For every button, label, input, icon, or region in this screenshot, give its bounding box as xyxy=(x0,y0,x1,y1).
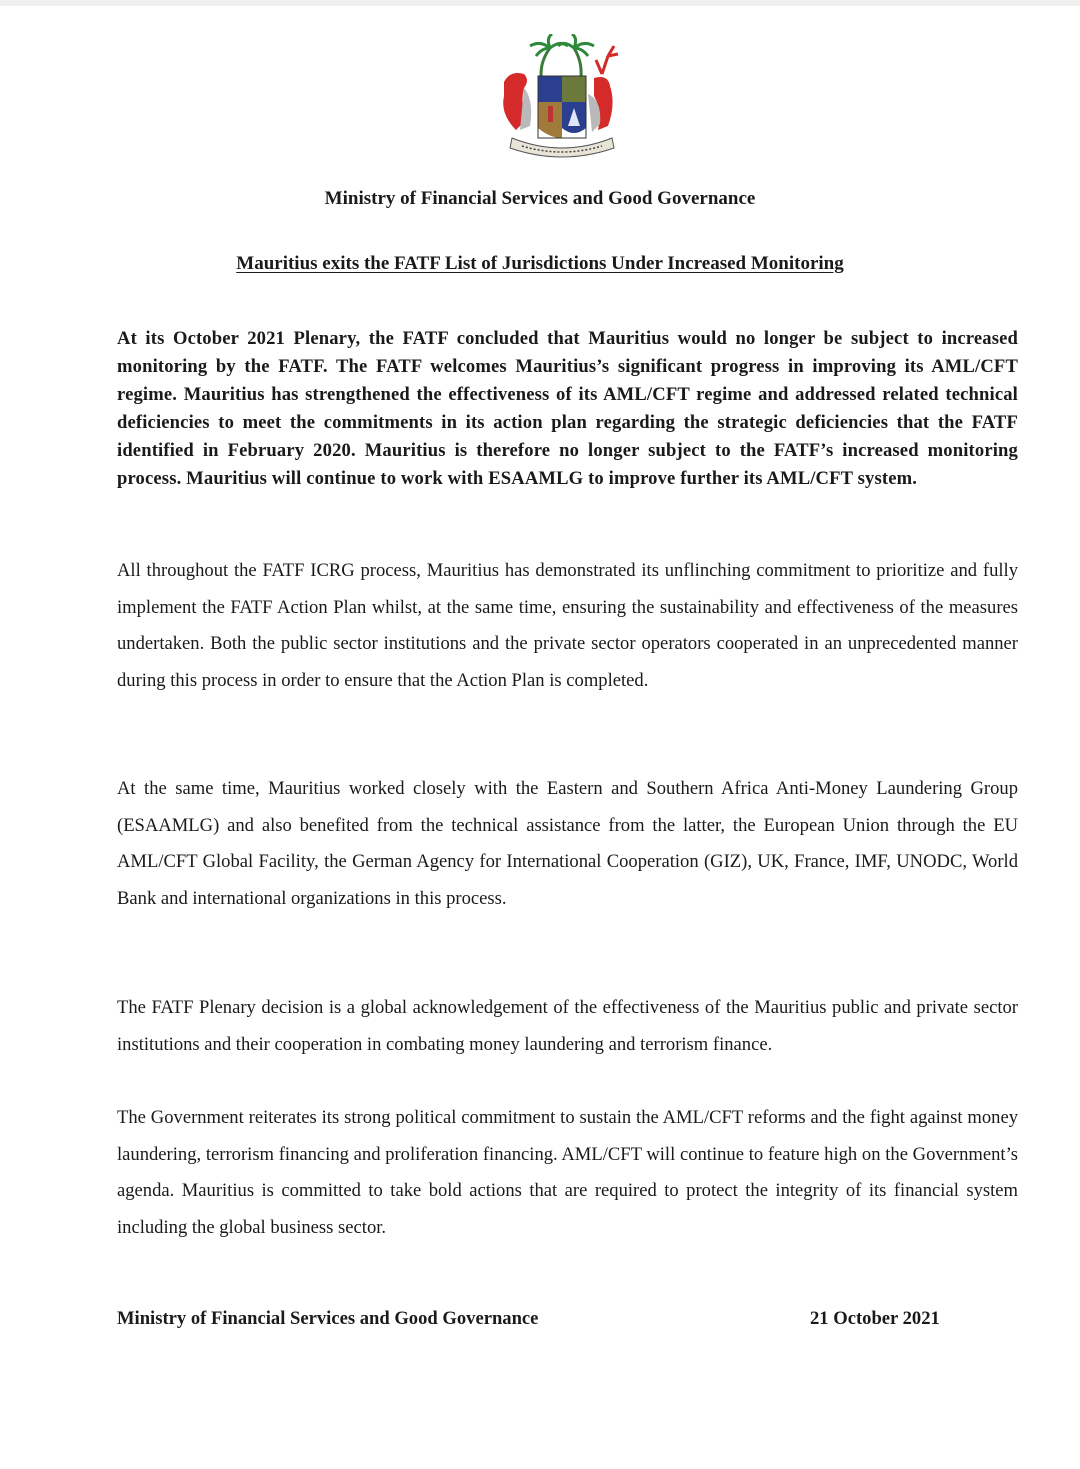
document-title: Mauritius exits the FATF List of Jurisdictions Under Increased Monitoring xyxy=(236,253,844,274)
paragraph-plenary-decision: The FATF Plenary decision is a global acknowledgement of the effectiveness of the Mauritius public and private sector institutions and their cooperation in combating money laundering and terrorism finance. xyxy=(117,997,1018,1055)
top-strip xyxy=(0,0,1080,6)
paragraph-intro: At its October 2021 Plenary, the FATF concluded that Mauritius would no longer be subject to increased monitoring by the FATF. The FATF welcomes Mauritius’s significant progress in improving its AML/CFT regime. Mauritius has strengthened the effectiveness of its AML/CFT regime and addressed related technical deficiencies to meet the commitments in its action plan regarding the strategic deficiencies that the FATF identified in February 2020. Mauritius is therefore no longer subject to the FATF’s increased monitoring process. Mauritius will continue to work with ESAAMLG to improve further its AML/CFT system. xyxy=(117,328,1018,489)
paragraph-icrg-process: All throughout the FATF ICRG process, Mauritius has demonstrated its unflinching commitment to prioritize and fully implement the FATF Action Plan whilst, at the same time, ensuring the sustainability and effectiveness of the measures undertaken. Both the public sector institutions and the private sector operators cooperated in an unprecedented manner during this process in order to ensure that the Action Plan is completed. xyxy=(117,560,1018,691)
paragraph-government-commitment: The Government reiterates its strong political commitment to sustain the AML/CFT reforms and the fight against money laundering, terrorism financing and proliferation financing. AML/CFT will continue to feature high on the Government’s agenda. Mauritius is committed to take bold actions that are required to protect the integrity of its financial system including the global business sector. xyxy=(117,1107,1018,1238)
paragraph-esaamlg-cooperation: At the same time, Mauritius worked closely with the Eastern and Southern Africa Anti-Money Laundering Group (ESAAMLG) and also benefited from the technical assistance from the latter, the European Union through the EU AML/CFT Global Facility, the German Agency for International Cooperation (GIZ), UK, France, IMF, UNODC, World Bank and international organizations in this process. xyxy=(117,778,1018,909)
footer-ministry-signature: Ministry of Financial Services and Good Governance xyxy=(117,1308,539,1329)
coat-of-arms-icon xyxy=(490,34,635,164)
footer-date: 21 October 2021 xyxy=(810,1308,940,1329)
ministry-header: Ministry of Financial Services and Good Governance xyxy=(324,188,756,209)
